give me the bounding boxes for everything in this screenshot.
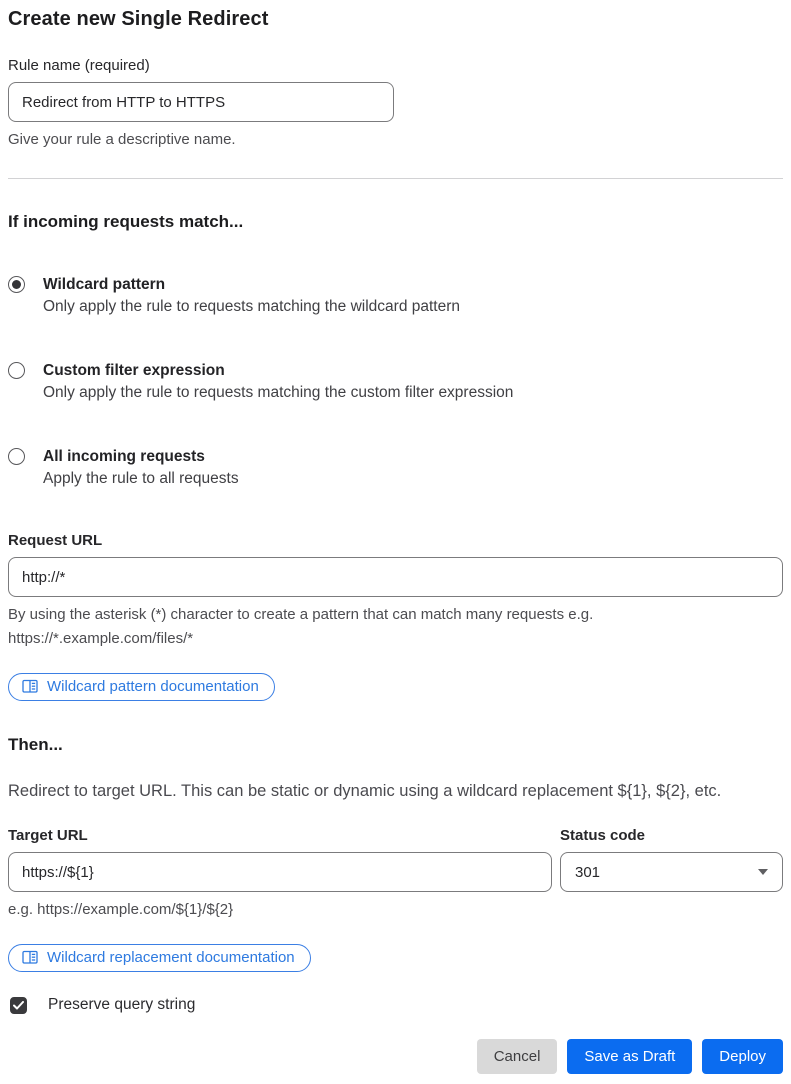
wildcard-pattern-doc-label: Wildcard pattern documentation xyxy=(47,678,259,695)
radio-option-description: Apply the rule to all requests xyxy=(43,470,239,487)
section-divider xyxy=(8,178,783,179)
radio-option-wildcard-pattern[interactable] xyxy=(8,274,783,319)
deploy-button[interactable]: Deploy xyxy=(702,1039,783,1074)
status-code-value: 301 xyxy=(575,863,601,881)
target-status-row xyxy=(8,801,783,922)
target-url-column xyxy=(8,801,552,922)
preserve-query-string-label: Preserve query string xyxy=(48,996,196,1013)
save-as-draft-button[interactable]: Save as Draft xyxy=(567,1039,692,1074)
request-url-input[interactable] xyxy=(8,557,783,597)
match-options-group xyxy=(8,274,783,491)
radio-button-icon[interactable] xyxy=(8,362,25,379)
radio-option-description: Only apply the rule to requests matching the wildcard pattern xyxy=(43,298,461,315)
rule-name-help: Give your rule a descriptive name. xyxy=(8,131,236,148)
open-book-icon xyxy=(22,679,38,694)
wildcard-pattern-doc-button[interactable] xyxy=(8,673,275,701)
then-section-heading: Then... xyxy=(8,735,63,754)
rule-name-input[interactable] xyxy=(8,82,394,122)
status-code-label: Status code xyxy=(560,827,646,844)
radio-option-label: All incoming requests xyxy=(43,448,205,465)
request-url-label: Request URL xyxy=(8,532,103,549)
radio-option-label: Custom filter expression xyxy=(43,362,225,379)
radio-option-texts xyxy=(43,360,513,405)
preserve-query-string-checkbox-row[interactable] xyxy=(8,996,783,1014)
status-code-select[interactable] xyxy=(560,852,783,892)
then-description: Redirect to target URL. This can be static or dynamic using a wildcard replacement ${1}, ${2}, etc. xyxy=(8,782,722,800)
checkbox-check-icon[interactable] xyxy=(10,997,27,1014)
target-url-help: e.g. https://example.com/${1}/${2} xyxy=(8,901,234,918)
open-book-icon xyxy=(22,950,38,965)
request-url-help xyxy=(8,603,783,651)
match-section-heading: If incoming requests match... xyxy=(8,212,244,231)
footer-actions xyxy=(8,1039,783,1074)
target-url-input[interactable] xyxy=(8,852,552,892)
radio-option-label: Wildcard pattern xyxy=(43,276,166,293)
wildcard-replacement-doc-button[interactable] xyxy=(8,944,311,972)
rule-name-label: Rule name (required) xyxy=(8,57,150,74)
request-url-help-line2: https://*.example.com/files/* xyxy=(8,630,194,647)
wildcard-replacement-doc-label: Wildcard replacement documentation xyxy=(47,949,295,966)
radio-option-texts xyxy=(43,274,460,319)
radio-option-custom-filter-expression[interactable] xyxy=(8,360,783,405)
request-url-help-line1: By using the asterisk (*) character to create a pattern that can match many requests e.g. xyxy=(8,606,594,623)
radio-option-texts xyxy=(43,446,239,491)
radio-option-description: Only apply the rule to requests matching the custom filter expression xyxy=(43,384,514,401)
caret-down-icon xyxy=(758,869,768,875)
cancel-button[interactable]: Cancel xyxy=(477,1039,558,1074)
radio-option-all-incoming-requests[interactable] xyxy=(8,446,783,491)
page-title: Create new Single Redirect xyxy=(8,8,269,30)
radio-button-icon[interactable] xyxy=(8,448,25,465)
radio-button-icon[interactable] xyxy=(8,276,25,293)
status-code-column xyxy=(560,801,783,922)
target-url-label: Target URL xyxy=(8,827,88,844)
